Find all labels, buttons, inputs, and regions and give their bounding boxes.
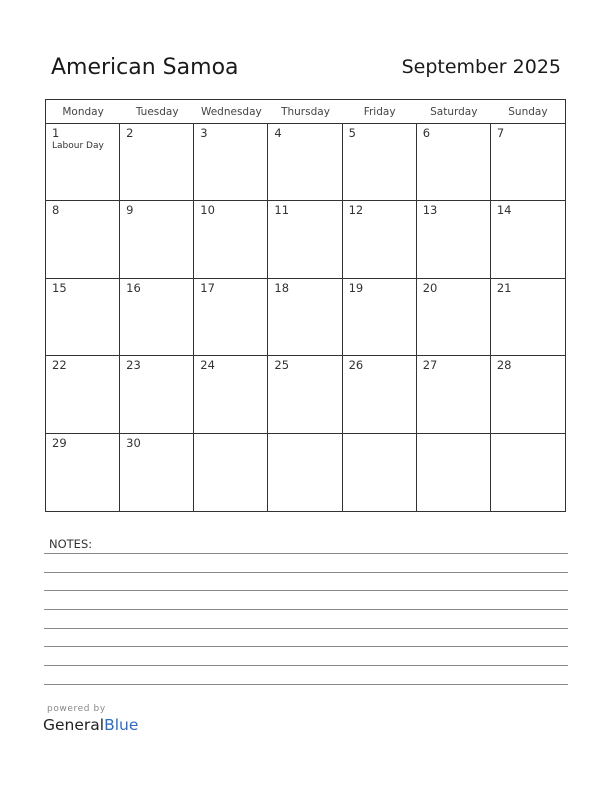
day-number: 23	[126, 358, 141, 373]
day-number: 29	[52, 435, 67, 450]
powered-by-text: powered by	[47, 704, 106, 714]
day-cell	[491, 201, 565, 278]
notes-line	[44, 590, 568, 591]
day-cell	[417, 279, 491, 356]
day-number: 9	[126, 203, 134, 218]
day-number: 28	[496, 358, 512, 373]
day-number: 26	[348, 358, 364, 373]
day-number: 4	[274, 126, 282, 140]
day-number: 6	[422, 126, 431, 140]
day-cell	[120, 279, 194, 356]
day-cell	[343, 356, 417, 433]
day-number: 30	[126, 435, 141, 450]
day-number: 22	[52, 358, 67, 373]
day-cell	[46, 279, 120, 356]
notes-line	[44, 684, 568, 685]
day-cell	[46, 201, 120, 278]
day-number: 15	[52, 280, 67, 295]
day-cell	[268, 434, 342, 511]
day-cell	[417, 356, 491, 433]
day-cell	[46, 124, 120, 201]
day-number: 3	[200, 126, 208, 140]
weekday-header-tuesday: Tuesday	[120, 100, 194, 124]
day-number: 20	[422, 280, 438, 295]
day-cell	[120, 434, 194, 511]
day-cell	[194, 201, 268, 278]
day-number: 10	[200, 203, 215, 218]
day-number: 17	[200, 280, 215, 295]
day-number: 14	[496, 203, 512, 218]
day-cell	[343, 201, 417, 278]
day-cell	[268, 201, 342, 278]
notes-line	[44, 665, 568, 666]
day-number: 27	[422, 358, 438, 373]
day-cell	[120, 201, 194, 278]
notes-line	[44, 628, 568, 629]
day-number: 7	[496, 126, 505, 140]
day-cell	[268, 356, 342, 433]
day-cell	[194, 124, 268, 201]
day-number: 18	[274, 280, 290, 295]
day-cell	[194, 434, 268, 511]
day-cell	[46, 434, 120, 511]
day-number: 19	[348, 280, 364, 295]
day-cell	[120, 124, 194, 201]
brand-general-text: General	[43, 716, 105, 734]
day-number: 25	[274, 358, 290, 373]
day-cell	[194, 279, 268, 356]
day-cell	[194, 356, 268, 433]
day-cell	[491, 434, 565, 511]
day-cell	[343, 434, 417, 511]
weekday-header-wednesday: Wednesday	[194, 100, 268, 124]
day-cell	[343, 124, 417, 201]
day-number: 24	[200, 358, 215, 373]
weekday-header-thursday: Thursday	[268, 100, 342, 124]
notes-line	[44, 609, 568, 610]
day-cell	[268, 124, 342, 201]
holiday-label: Labour Day	[52, 141, 104, 151]
day-cell	[120, 356, 194, 433]
notes-line	[44, 646, 568, 647]
day-cell	[343, 279, 417, 356]
day-number: 13	[422, 203, 438, 218]
day-cell	[46, 356, 120, 433]
day-number: 16	[126, 280, 141, 295]
weekday-header-monday: Monday	[46, 100, 120, 124]
day-cell	[491, 279, 565, 356]
day-number: 21	[496, 280, 512, 295]
day-cell	[417, 201, 491, 278]
weekday-header-saturday: Saturday	[417, 100, 491, 124]
notes-line	[44, 572, 568, 573]
day-cell	[417, 434, 491, 511]
day-number: 2	[126, 126, 134, 140]
day-cell	[268, 279, 342, 356]
notes-line	[44, 553, 568, 554]
day-cell	[491, 124, 565, 201]
day-cell	[491, 356, 565, 433]
day-number: 12	[348, 203, 364, 218]
day-number: 5	[348, 126, 356, 140]
weekday-header-sunday: Sunday	[491, 100, 565, 124]
day-number: 1	[52, 126, 60, 140]
brand-blue-text: Blue	[104, 716, 139, 734]
notes-label: NOTES:	[49, 537, 93, 551]
calendar-month-title: September 2025	[401, 56, 561, 78]
day-number: 8	[52, 203, 60, 218]
generalblue-logo	[43, 716, 138, 734]
day-number: 11	[274, 203, 290, 218]
calendar-country-title: American Samoa	[51, 55, 239, 80]
day-cell	[417, 124, 491, 201]
calendar-grid	[45, 99, 566, 512]
weekday-header-friday: Friday	[343, 100, 417, 124]
